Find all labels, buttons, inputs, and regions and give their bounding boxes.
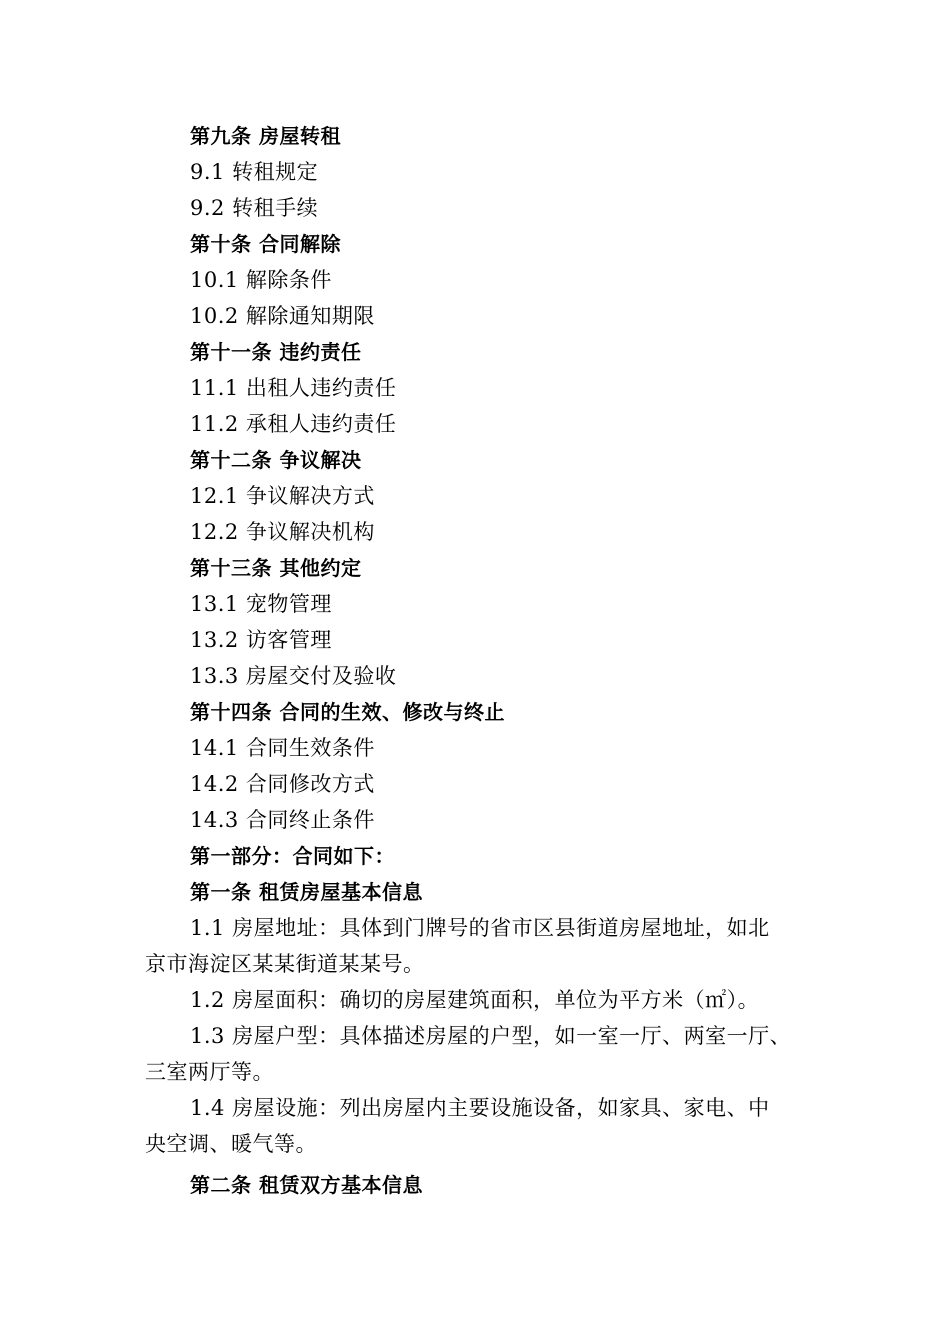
clause-item: 10.2 解除通知期限: [190, 304, 375, 328]
clause-item: 12.1 争议解决方式: [190, 484, 375, 508]
clause-continuation: 京市海淀区某某街道某某号。: [145, 952, 425, 976]
clause-item: 1.2 房屋面积：确切的房屋建筑面积，单位为平方米（㎡）。: [190, 988, 760, 1012]
section-heading: 第十三条 其他约定: [190, 556, 362, 580]
clause-item: 9.1 转租规定: [190, 160, 319, 184]
clause-item: 12.2 争议解决机构: [190, 520, 375, 544]
clause-item: 14.3 合同终止条件: [190, 808, 375, 832]
clause-continuation: 三室两厅等。: [145, 1060, 274, 1084]
clause-item: 1.4 房屋设施：列出房屋内主要设施设备，如家具、家电、中: [190, 1096, 770, 1120]
clause-item: 9.2 转租手续: [190, 196, 319, 220]
clause-item: 14.2 合同修改方式: [190, 772, 375, 796]
section-heading: 第十四条 合同的生效、修改与终止: [190, 700, 505, 724]
clause-item: 11.2 承租人违约责任: [190, 412, 397, 436]
section-heading: 第二条 租赁双方基本信息: [190, 1173, 423, 1197]
clause-item: 13.3 房屋交付及验收: [190, 664, 397, 688]
clause-item: 1.3 房屋户型：具体描述房屋的户型，如一室一厅、两室一厅、: [190, 1024, 792, 1048]
clause-item: 11.1 出租人违约责任: [190, 376, 397, 400]
clause-item: 1.1 房屋地址：具体到门牌号的省市区县街道房屋地址，如北: [190, 916, 770, 940]
section-heading: 第十条 合同解除: [190, 232, 341, 256]
clause-item: 14.1 合同生效条件: [190, 736, 375, 760]
section-heading: 第十一条 违约责任: [190, 340, 362, 364]
clause-item: 13.2 访客管理: [190, 628, 332, 652]
clause-item: 10.1 解除条件: [190, 268, 332, 292]
section-heading: 第十二条 争议解决: [190, 448, 362, 472]
part-heading: 第一部分：合同如下：: [190, 844, 395, 868]
clause-item: 13.1 宠物管理: [190, 592, 332, 616]
section-heading: 第九条 房屋转租: [190, 124, 341, 148]
section-heading: 第一条 租赁房屋基本信息: [190, 880, 423, 904]
clause-continuation: 央空调、暖气等。: [145, 1132, 317, 1156]
